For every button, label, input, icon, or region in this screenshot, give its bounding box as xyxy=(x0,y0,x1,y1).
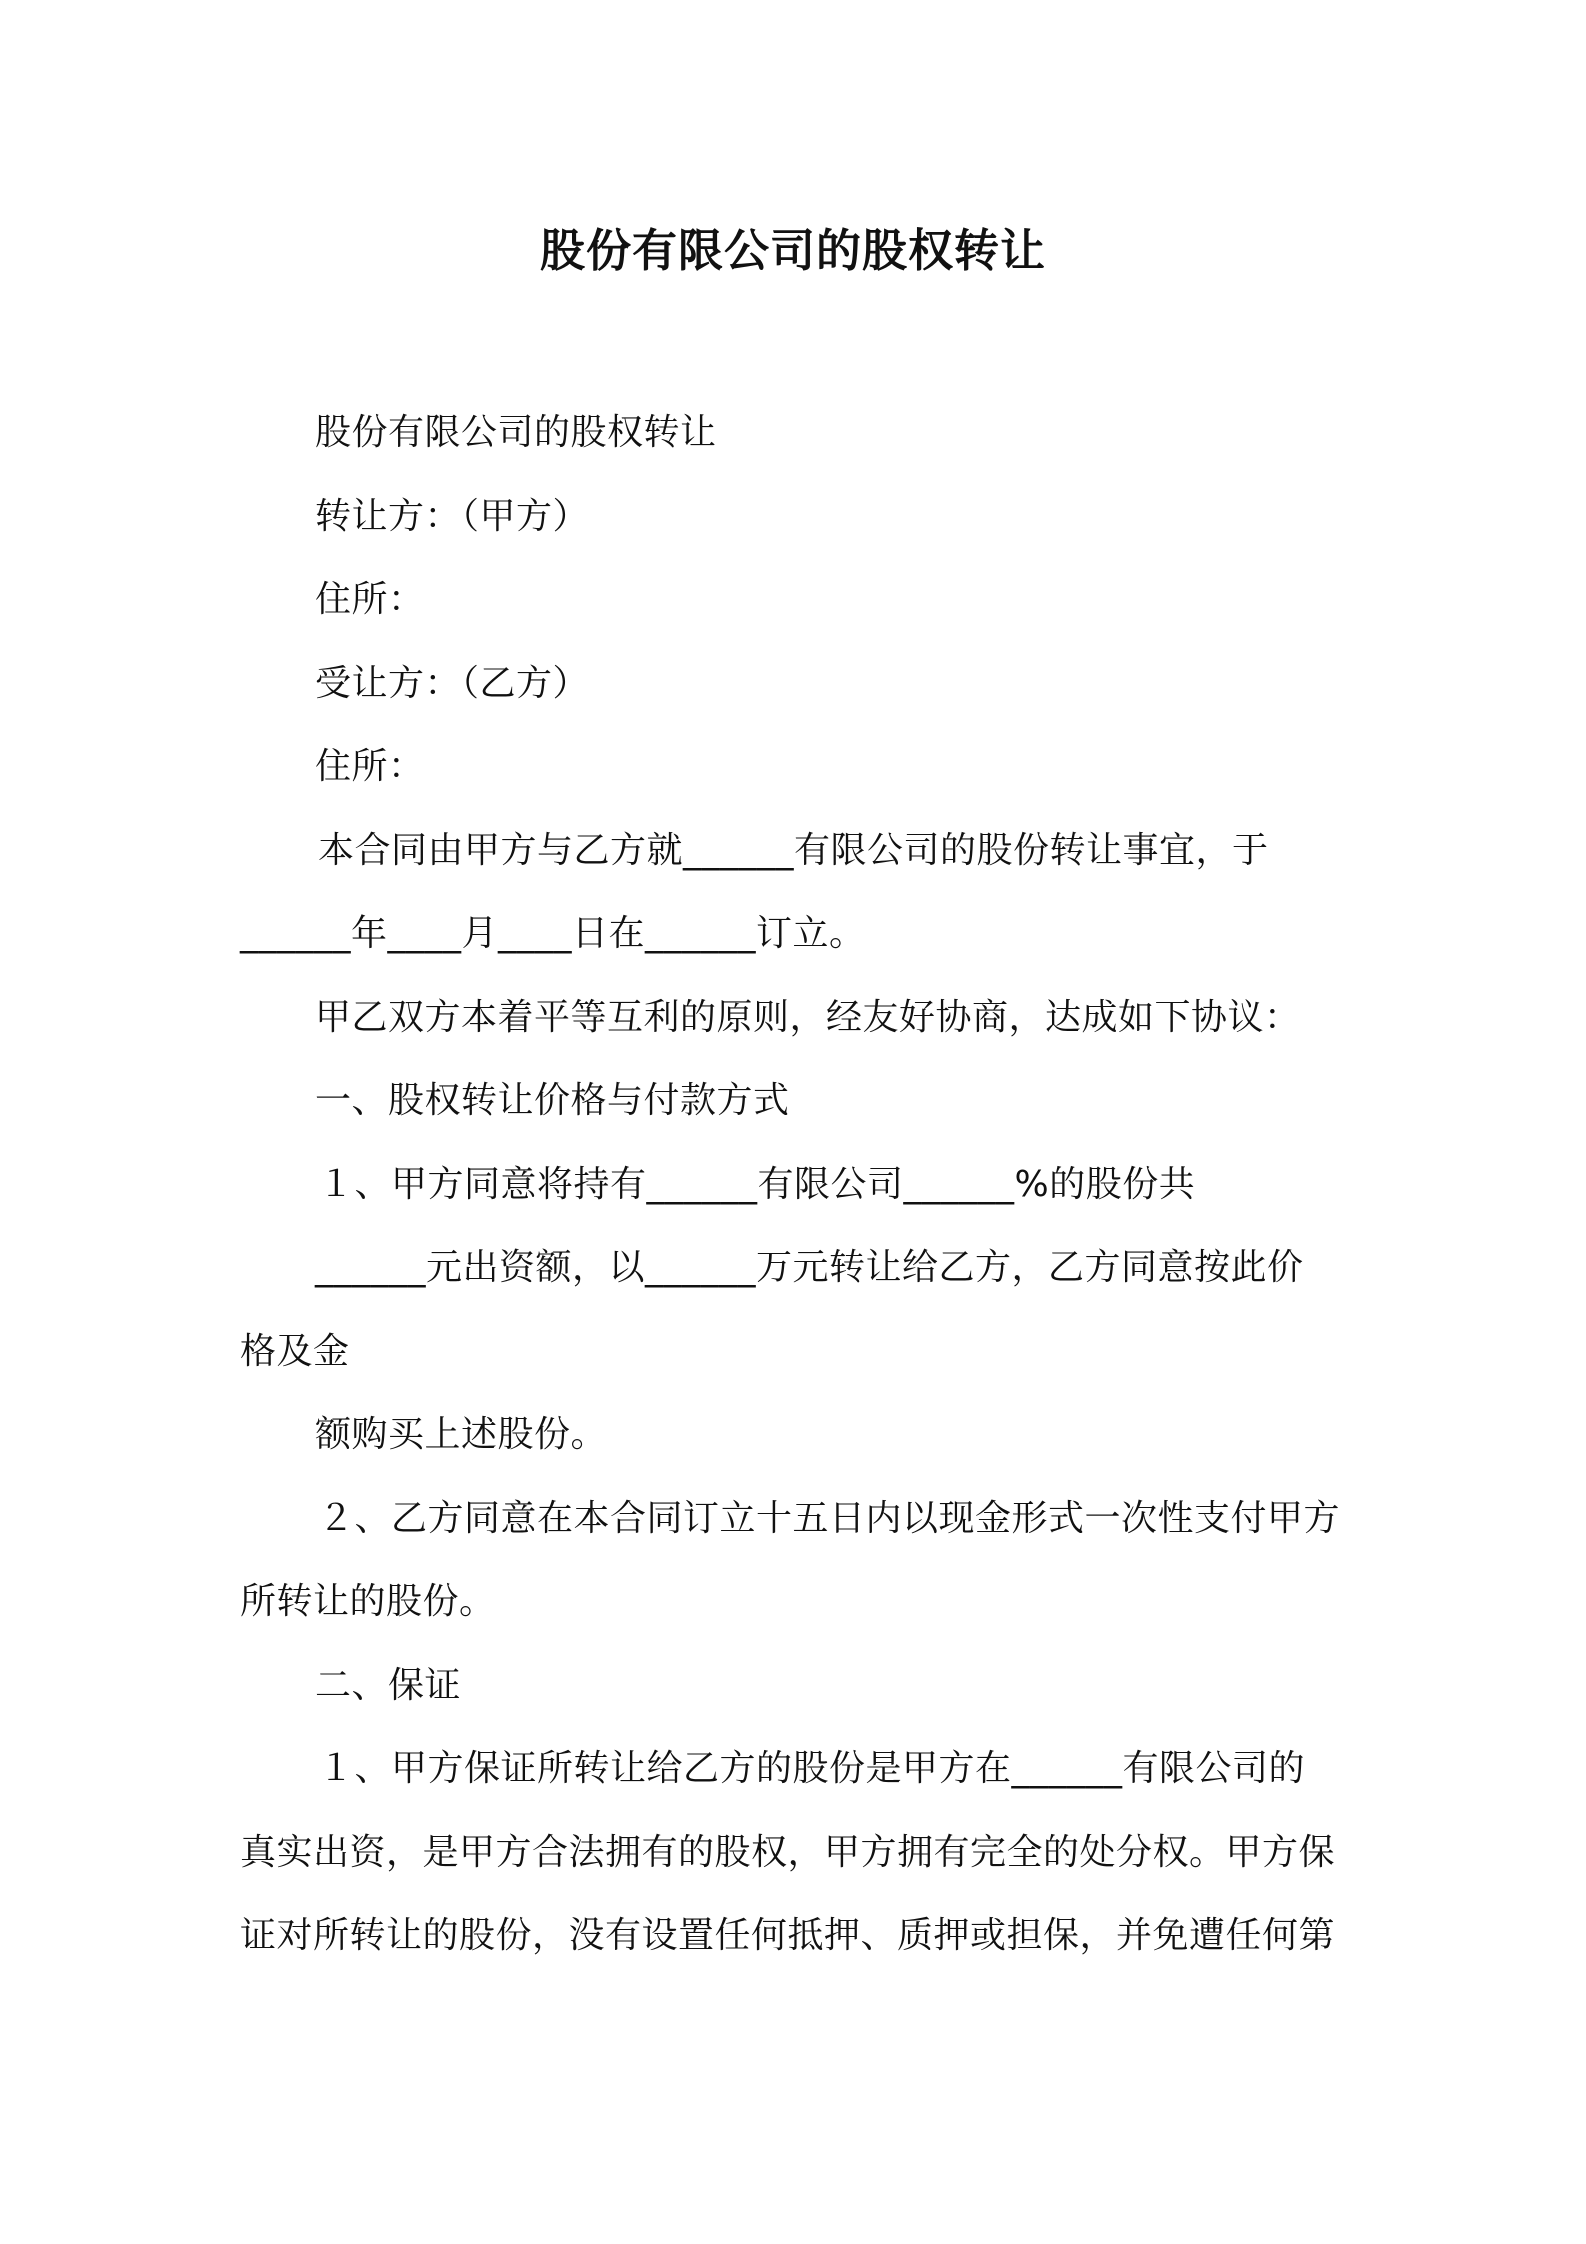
section-heading-price: 一、股权转让价格与付款方式 xyxy=(315,1080,790,1121)
body-line-transferee: 受让方：（乙方） xyxy=(315,663,590,704)
body-line-guarantee-1c: 证对所转让的股份，没有设置任何抵押、质押或担保，并免遭任何第 xyxy=(240,1915,1336,1956)
body-line-clause-1a: １、甲方同意将持有______有限公司______%的股份共 xyxy=(318,1164,1196,1205)
body-line-subtitle: 股份有限公司的股权转让 xyxy=(315,412,717,453)
section-heading-guarantee: 二、保证 xyxy=(315,1665,462,1706)
body-line-contract-intro: 本合同由甲方与乙方就______有限公司的股份转让事宜，于 xyxy=(318,830,1269,871)
body-line-guarantee-1a: １、甲方保证所转让给乙方的股份是甲方在______有限公司的 xyxy=(318,1748,1306,1789)
body-line-transferor: 转让方：（甲方） xyxy=(315,496,590,537)
body-line-clause-2b: 所转让的股份。 xyxy=(240,1581,496,1622)
body-line-guarantee-1b: 真实出资，是甲方合法拥有的股权，甲方拥有完全的处分权。甲方保 xyxy=(240,1832,1336,1873)
body-line-contract-date: ______年____月____日在______订立。 xyxy=(240,913,866,954)
body-line-clause-1c: 格及金 xyxy=(240,1331,350,1372)
body-line-clause-1d: 额购买上述股份。 xyxy=(315,1414,608,1455)
body-line-clause-2a: ２、乙方同意在本合同订立十五日内以现金形式一次性支付甲方 xyxy=(318,1498,1341,1539)
body-line-clause-1b: ______元出资额，以______万元转让给乙方，乙方同意按此价 xyxy=(315,1247,1304,1288)
body-line-address-b: 住所： xyxy=(315,746,425,787)
body-line-address-a: 住所： xyxy=(315,579,425,620)
body-line-agreement: 甲乙双方本着平等互利的原则，经友好协商，达成如下协议： xyxy=(315,997,1301,1038)
document-title: 股份有限公司的股权转让 xyxy=(539,224,1046,277)
